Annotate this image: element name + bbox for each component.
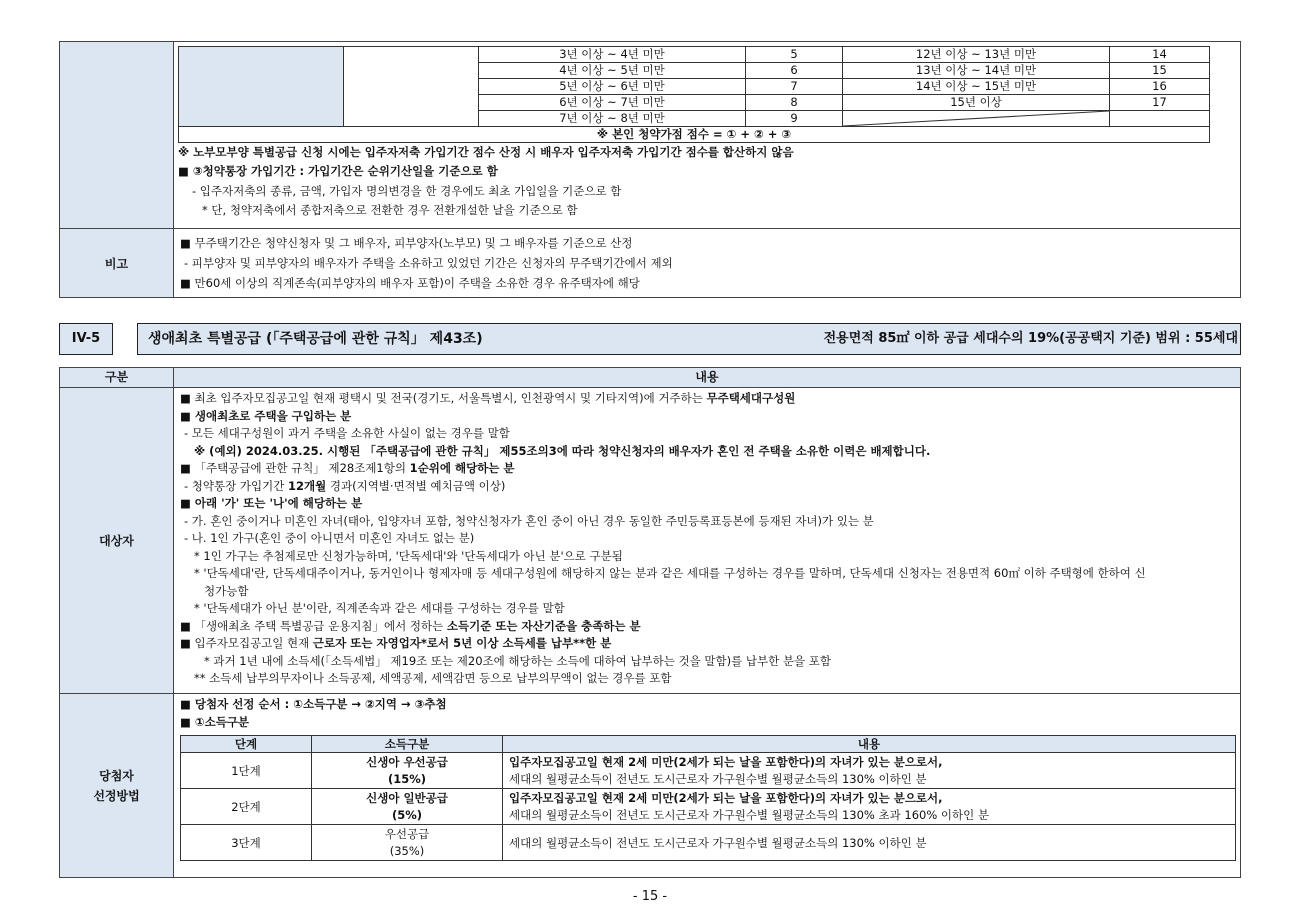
top-left-label-cell [60,42,174,229]
top-table [59,41,1241,298]
target-line: - 가. 혼인 중이거나 미혼인 자녀(태아, 입양자녀 포함, 청약신청자가 혼인 중이 아닌 경우 동일한 주민등록표등본에 등재된 자녀)가 있는 분 [184,513,874,528]
diagonal-line [843,111,1109,126]
header-content: 내용 [174,368,1241,388]
note-period-detail: - 입주자저축의 종류, 금액, 가입자 명의변경을 한 경우에도 최초 가입일을 기준으로 함 [192,184,622,198]
income-row: 2단계 신생아 일반공급 (5%) 입주자모집공고일 현재 2세 미만(2세가 되는 날을 포함한다)의 자녀가 있는 분으로서, 세대의 월평균소득이 전년도 도시근로자 가구원수별 월평균소득의 130% 초과 160% 이하인 분 [181,789,1236,825]
target-line: ■ 아래 '가' 또는 '나'에 해당하는 분 [180,496,363,510]
score-row: 4년 이상 ~ 5년 미만 6 13년 이상 ~ 14년 미만 15 [179,63,1210,79]
target-line: ** 소득세 납부의무자이나 소득공제, 세액공제, 세액감면 등으로 납부의무액이 없는 경우를 포함 [194,671,672,685]
remark-content [174,229,1241,298]
section-title-bar [137,323,1241,355]
note-period-exception: * 단, 청약저축에서 종합저축으로 전환한 경우 전환개설한 날을 기준으로 함 [202,203,578,217]
income-row: 3단계 우선공급 (35%) 세대의 월평균소득이 전년도 도시근로자 가구원수별 월평균소득의 130% 이하인 분 [181,825,1236,861]
score-row: 5년 이상 ~ 6년 미만 7 14년 이상 ~ 15년 미만 16 [179,79,1210,95]
target-line: ■ 「생애최초 주택 특별공급 운용지침」에서 정하는 소득기준 또는 자산기준을 충족하는 분 [180,618,641,633]
winner-label: 당첨자 선정방법 [60,694,174,878]
section-scope: 전용면적 85㎡ 이하 공급 세대수의 19%(공공택지 기준) 범위 : 55세대 [823,331,1238,346]
target-line: * 과거 1년 내에 소득세(「소득세법」 제19조 또는 제20조에 해당하는 소득에 대하여 납부하는 것을 말함)를 납부한 분을 포함 [204,653,831,668]
winner-line: ■ 당첨자 선정 순서 : ①소득구분 → ②지역 → ③추첨 [180,697,447,711]
target-line: ■ 생애최초로 주택을 구입하는 분 [180,408,352,423]
note-period-heading: ■ ③청약통장 가입기간 : 가입기간은 순위기산일을 기준으로 함 [178,164,498,178]
header-category: 구분 [60,368,174,388]
score-total-row [179,127,1210,143]
winner-line: ■ ①소득구분 [180,714,250,729]
section-number: IV-5 [59,323,113,355]
remark-line: - 피부양자 및 피부양자의 배우자가 주택을 소유하고 있었던 기간은 신청자의 무주택기간에서 제외 [184,256,673,270]
score-row: 6년 이상 ~ 7년 미만 8 15년 이상 17 [179,95,1210,111]
diagonal-cell [843,111,1110,127]
score-table [178,46,1210,143]
score-row: 7년 이상 ~ 8년 미만 9 [179,111,1210,127]
income-row: 1단계 신생아 우선공급 (15%) 입주자모집공고일 현재 2세 미만(2세가 되는 날을 포함한다)의 자녀가 있는 분으로서, 세대의 월평균소득이 전년도 도시근로자 가구원수별 월평균소득의 130% 이하인 분 [181,753,1236,789]
target-label: 대상자 [60,388,174,694]
target-line: ■ 「주택공급에 관한 규칙」 제28조제1항의 1순위에 해당하는 분 [180,461,515,475]
income-table: 단계 소득구분 내용 1단계 신생아 우선공급 (15%) 입주자모집공고일 현재 2세 미만(2세가 되는 날을 포함한다)의 자녀가 있는 분으로서, 세대의 월평균소득이 전년도 도시근로자 가구원수별 월평균소득의 130% 이하인 분 2단계 신생아 일반공급 (5%) 입주자모집공고일 현재 2세 미만(2세가 되는 날을 포함한다)의 자녀가 있는 분으로서, 세대의 월평균소득이 전년도 도시근로자 가구원수별 월평균소득의 130% 초과 160% 이하인 분 3단계 우선공급 (35%) 세대의 월평균소득이 전년도 도시근로자 가구원수별 월평균소득의 130% 이하인 분 [180,735,1236,861]
section-header [59,323,1241,355]
target-line: - 나. 1인 가구(혼인 중이 아니면서 미혼인 자녀도 없는 분) [184,531,475,545]
remark-line: ■ 무주택기간은 청약신청자 및 그 배우자, 피부양자(노부모) 및 그 배우자를 기준으로 산정 [180,236,633,250]
note-spouse: ※ 노부모부양 특별공급 신청 시에는 입주자저축 가입기간 점수 산정 시 배우자 입주자저축 가입기간 점수를 합산하지 않음 [178,145,794,159]
score-total-note: ※ 본인 청약가점 점수 = ① + ② + ③ [179,127,1210,143]
remark-line: ■ 만60세 이상의 직계존속(피부양자의 배우자 포함)이 주택을 소유한 경우 유주택자에 해당 [180,276,640,290]
page-number: - 15 - [632,889,668,904]
section-title: 생애최초 특별공급 (「주택공급에 관한 규칙」 제43조) [148,331,483,347]
target-line: ■ 입주자모집공고일 현재 근로자 또는 자영업자*로서 5년 이상 소득세를 납부**한 분 [180,636,612,650]
score-row: 3년 이상 ~ 4년 미만 5 12년 이상 ~ 13년 미만 14 [179,47,1210,63]
remark-label: 비고 [60,229,174,298]
target-line: 청가능함 [204,583,249,598]
target-line: * '단독세대가 아닌 분'이란, 직계존속과 같은 세대를 구성하는 경우를 말함 [194,601,565,615]
target-line: - 모든 세대구성원이 과거 주택을 소유한 사실이 없는 경우를 말함 [184,426,510,440]
top-content-cell [174,42,1241,229]
target-line: ※ (예외) 2024.03.25. 시행된 「주택공급에 관한 규칙」 제55조의3에 따라 청약신청자의 배우자가 혼인 전 주택을 소유한 이력은 배제합니다. [194,443,931,458]
target-line: - 청약통장 가입기간 12개월 경과(지역별·면적별 예치금액 이상) [184,478,506,493]
winner-content [174,694,1241,878]
target-line: * '단독세대'란, 단독세대주이거나, 동거인이나 형제자매 등 세대구성원에 해당하지 않는 분과 같은 세대를 구성하는 경우를 말하며, 단독세대 신청자는 전용면적 60㎡ 이하 주택형에 한하여 신 [194,566,1146,580]
target-content [174,388,1241,694]
target-line: * 1인 가구는 추첨제로만 신청가능하며, '단독세대'와 '단독세대가 아닌 분'으로 구분됨 [194,548,623,563]
main-table [59,367,1241,878]
target-line: ■ 최초 입주자모집공고일 현재 평택시 및 전국(경기도, 서울특별시, 인천광역시 및 기타지역)에 거주하는 무주택세대구성원 [180,391,796,405]
